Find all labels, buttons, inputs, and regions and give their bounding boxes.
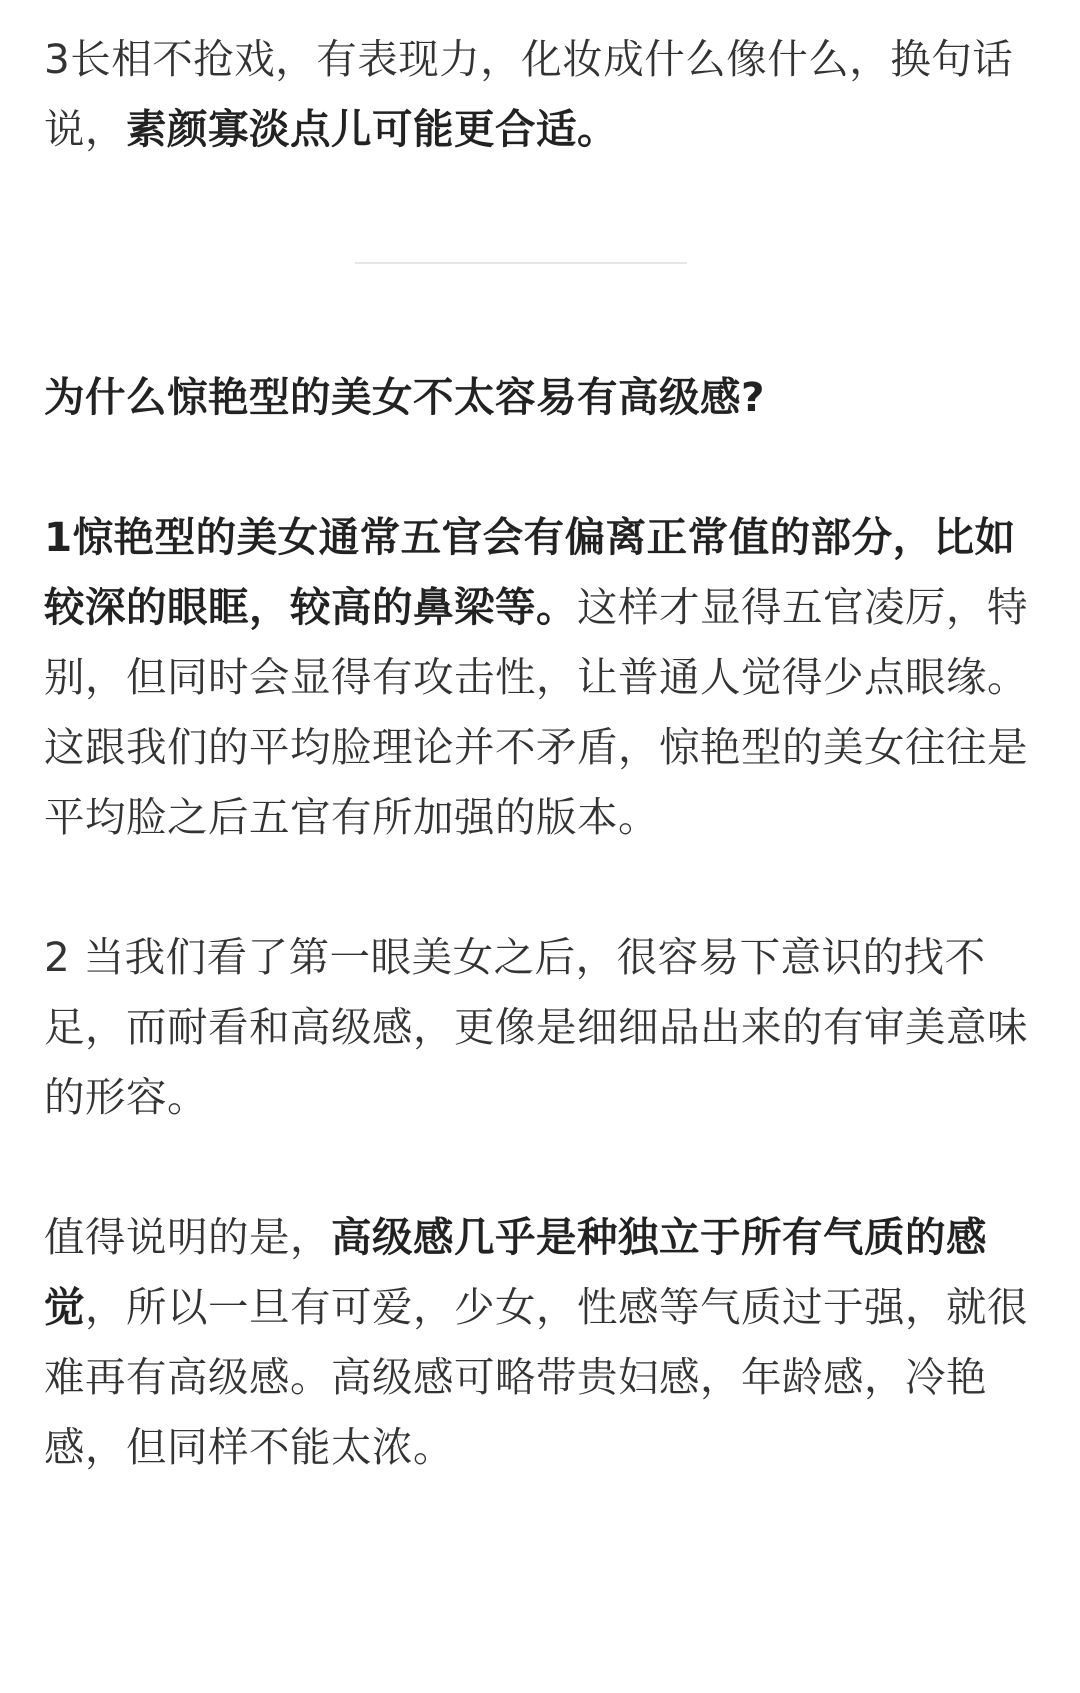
paragraph-point-2: 2 当我们看了第一眼美女之后，很容易下意识的找不足，而耐看和高级感，更像是细细品出来的有审美意味的形容。 [44, 933, 1028, 1121]
article-body [44, 24, 1034, 1482]
section-divider [355, 262, 687, 264]
paragraph-point-1 [44, 502, 1034, 852]
paragraph-point-3 [44, 24, 1034, 164]
paragraph-note [44, 1202, 1034, 1482]
paragraph-emphasis: 高级感几乎是种独立于所有气质的感觉 [44, 1213, 987, 1331]
paragraph-emphasis: 素颜寡淡点儿可能更合适。 [126, 105, 618, 153]
paragraph-text: 值得说明的是， [44, 1213, 331, 1261]
paragraph-text: ，所以一旦有可爱，少女，性感等气质过于强，就很难再有高级感。高级感可略带贵妇感，年龄感，冷艳感，但同样不能太浓。 [44, 1283, 1028, 1471]
paragraph-text: 3长相不抢戏，有表现力，化妆成什么像什么，换句话说， [44, 35, 1014, 153]
paragraph-text: 这样才显得五官凌厉，特别，但同时会显得有攻击性，让普通人觉得少点眼缘。这跟我们的平均脸理论并不矛盾，惊艳型的美女往往是平均脸之后五官有所加强的版本。 [44, 583, 1028, 841]
section-heading: 为什么惊艳型的美女不太容易有高级感? [44, 373, 765, 421]
paragraph-emphasis: 1惊艳型的美女通常五官会有偏离正常值的部分，比如较深的眼眶，较高的鼻梁等。 [44, 513, 1016, 631]
